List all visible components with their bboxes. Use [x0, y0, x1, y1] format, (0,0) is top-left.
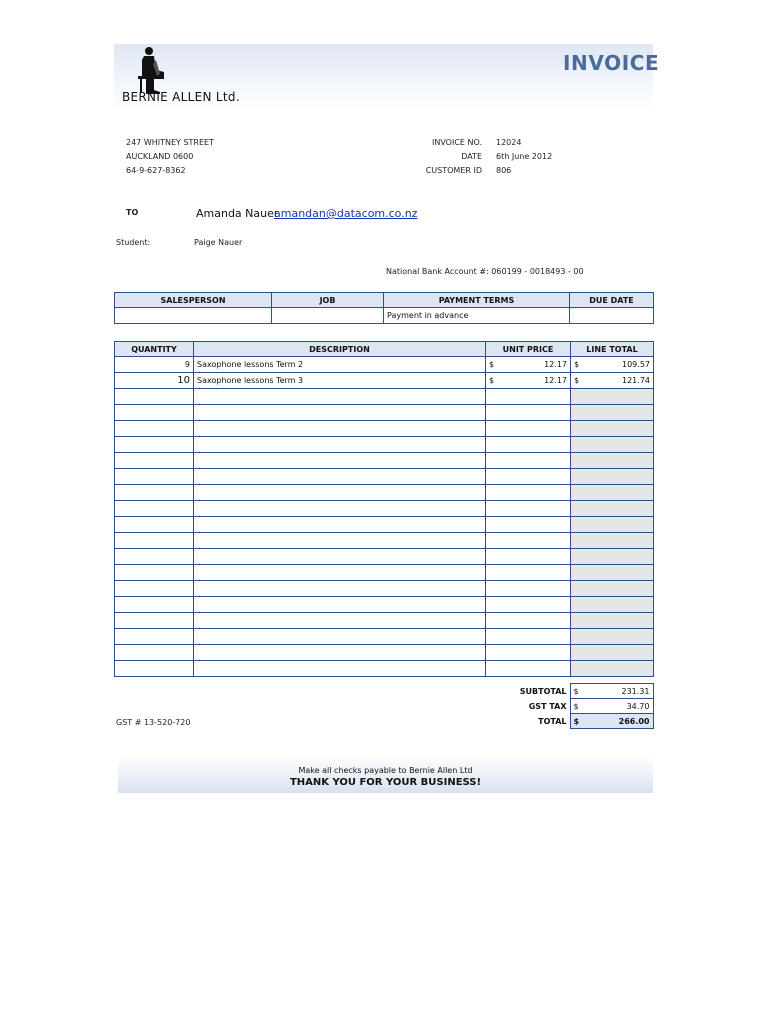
empty-cell [486, 661, 571, 677]
empty-cell [194, 549, 486, 565]
unit-price-cell [486, 373, 571, 389]
empty-cell [571, 453, 654, 469]
student-name: Paige Nauer [194, 238, 243, 247]
empty-cell [194, 629, 486, 645]
table-row [115, 405, 654, 421]
job-header: JOB [272, 293, 384, 308]
company-name: BERNIE ALLEN Ltd. [122, 90, 240, 104]
empty-cell [194, 517, 486, 533]
date-value: 6th June 2012 [496, 152, 553, 161]
unit-price-cell [486, 357, 571, 373]
empty-cell [115, 597, 194, 613]
empty-cell [571, 421, 654, 437]
currency-symbol: $ [574, 360, 580, 369]
empty-cell [194, 405, 486, 421]
invoice-title: INVOICE [563, 51, 660, 75]
empty-cell [194, 501, 486, 517]
empty-cell [486, 517, 571, 533]
empty-cell [571, 597, 654, 613]
table-row [115, 373, 654, 389]
table-row [115, 661, 654, 677]
customer-id-value: 806 [496, 166, 512, 175]
description-cell: Saxophone lessons Term 2 [194, 357, 486, 373]
empty-cell [115, 629, 194, 645]
empty-cell [194, 421, 486, 437]
empty-cell [486, 437, 571, 453]
empty-cell [115, 485, 194, 501]
total-label: TOTAL [538, 716, 567, 726]
empty-cell [115, 453, 194, 469]
student-label: Student: [116, 238, 151, 247]
total-value: 266.00 [618, 716, 650, 726]
empty-cell [194, 645, 486, 661]
gst-label: GST TAX [528, 701, 567, 711]
recipient-email-link[interactable]: amandan@datacom.co.nz [274, 207, 418, 220]
empty-cell [115, 661, 194, 677]
empty-cell [486, 469, 571, 485]
quantity-cell: 9 [115, 357, 194, 373]
empty-cell [571, 389, 654, 405]
empty-cell [571, 437, 654, 453]
empty-cell [486, 389, 571, 405]
currency-symbol: $ [489, 376, 495, 385]
gst-value: 34.70 [626, 701, 650, 711]
empty-cell [486, 645, 571, 661]
address-phone: 64-9-627-8362 [126, 166, 186, 175]
unit-price-header: UNIT PRICE [486, 342, 571, 357]
saxophone-player-icon [134, 46, 168, 94]
salesperson-header: SALESPERSON [115, 293, 272, 308]
line-total-cell [571, 373, 654, 389]
items-table [114, 341, 654, 677]
empty-cell [115, 437, 194, 453]
currency-symbol: $ [573, 701, 579, 711]
gst-number: GST # 13-520-720 [116, 718, 191, 727]
line-total-value: 109.57 [622, 360, 650, 369]
total-row [486, 714, 653, 729]
invoice-no-label: INVOICE NO. [431, 138, 482, 147]
job-cell [272, 308, 384, 324]
empty-cell [194, 581, 486, 597]
table-row [115, 565, 654, 581]
payment-terms-header: PAYMENT TERMS [384, 293, 570, 308]
empty-cell [194, 453, 486, 469]
table-row [115, 485, 654, 501]
empty-cell [115, 517, 194, 533]
empty-cell [194, 389, 486, 405]
currency-symbol: $ [489, 360, 495, 369]
payment-terms-cell: Payment in advance [384, 308, 570, 324]
salesperson-cell [115, 308, 272, 324]
empty-cell [571, 613, 654, 629]
table-row [115, 501, 654, 517]
empty-cell [115, 565, 194, 581]
empty-cell [571, 661, 654, 677]
currency-symbol: $ [574, 376, 580, 385]
empty-cell [194, 613, 486, 629]
subtotal-label: SUBTOTAL [519, 686, 567, 696]
address-street: 247 WHITNEY STREET [126, 138, 214, 147]
empty-cell [571, 517, 654, 533]
recipient-name: Amanda Nauer [196, 207, 279, 220]
empty-cell [194, 533, 486, 549]
empty-cell [115, 613, 194, 629]
customer-id-label: CUSTOMER ID [425, 166, 482, 175]
table-row [115, 581, 654, 597]
bank-account: National Bank Account #: 060199 - 0018493 - 00 [386, 267, 584, 276]
empty-cell [194, 565, 486, 581]
empty-cell [571, 469, 654, 485]
empty-cell [486, 565, 571, 581]
empty-cell [194, 437, 486, 453]
total-cell [570, 714, 653, 729]
table-row [115, 645, 654, 661]
address-city: AUCKLAND 0600 [126, 152, 194, 161]
empty-cell [486, 533, 571, 549]
empty-cell [571, 629, 654, 645]
empty-cell [194, 597, 486, 613]
table-row [115, 629, 654, 645]
empty-cell [571, 533, 654, 549]
description-cell: Saxophone lessons Term 3 [194, 373, 486, 389]
empty-cell [486, 613, 571, 629]
empty-cell [571, 645, 654, 661]
empty-cell [571, 549, 654, 565]
subtotal-row [486, 684, 653, 699]
table-row [115, 437, 654, 453]
empty-cell [115, 421, 194, 437]
table-row [115, 533, 654, 549]
empty-cell [486, 629, 571, 645]
empty-cell [486, 485, 571, 501]
subtotal-cell [570, 684, 653, 699]
empty-cell [571, 485, 654, 501]
empty-cell [194, 661, 486, 677]
line-total-header: LINE TOTAL [571, 342, 654, 357]
empty-cell [194, 485, 486, 501]
empty-cell [571, 565, 654, 581]
items-header-row [115, 342, 654, 357]
table-row [115, 517, 654, 533]
empty-cell [115, 533, 194, 549]
invoice-no-value: 12024 [496, 138, 522, 147]
table-row [115, 613, 654, 629]
gst-row [486, 699, 653, 714]
quantity-header: QUANTITY [115, 342, 194, 357]
empty-cell [486, 405, 571, 421]
table-row [115, 357, 654, 373]
empty-cell [571, 501, 654, 517]
payable-note: Make all checks payable to Bernie Allen Ltd [298, 766, 473, 775]
terms-header-row [115, 293, 654, 308]
terms-table [114, 292, 654, 324]
due-date-header: DUE DATE [570, 293, 654, 308]
empty-cell [115, 645, 194, 661]
line-total-cell [571, 357, 654, 373]
empty-cell [115, 405, 194, 421]
empty-cell [486, 501, 571, 517]
to-label: TO [126, 208, 139, 217]
empty-cell [115, 389, 194, 405]
description-header: DESCRIPTION [194, 342, 486, 357]
table-row [115, 597, 654, 613]
empty-cell [486, 597, 571, 613]
terms-row [115, 308, 654, 324]
quantity-cell: 10 [115, 373, 194, 389]
gst-cell [570, 699, 653, 714]
table-row [115, 389, 654, 405]
subtotal-value: 231.31 [621, 686, 650, 696]
empty-cell [571, 581, 654, 597]
table-row [115, 549, 654, 565]
totals-table [486, 683, 654, 729]
empty-cell [115, 501, 194, 517]
table-row [115, 421, 654, 437]
date-label: DATE [461, 152, 482, 161]
unit-price-value: 12.17 [544, 376, 567, 385]
empty-cell [486, 421, 571, 437]
thank-you-message: THANK YOU FOR YOUR BUSINESS! [289, 777, 482, 788]
empty-cell [571, 405, 654, 421]
currency-symbol: $ [573, 716, 580, 726]
table-row [115, 453, 654, 469]
empty-cell [194, 469, 486, 485]
empty-cell [486, 453, 571, 469]
unit-price-value: 12.17 [544, 360, 567, 369]
line-total-value: 121.74 [622, 376, 650, 385]
empty-cell [115, 469, 194, 485]
due-date-cell [570, 308, 654, 324]
table-row [115, 469, 654, 485]
empty-cell [115, 581, 194, 597]
currency-symbol: $ [573, 686, 579, 696]
empty-rows [115, 389, 654, 677]
empty-cell [115, 549, 194, 565]
empty-cell [486, 549, 571, 565]
empty-cell [486, 581, 571, 597]
